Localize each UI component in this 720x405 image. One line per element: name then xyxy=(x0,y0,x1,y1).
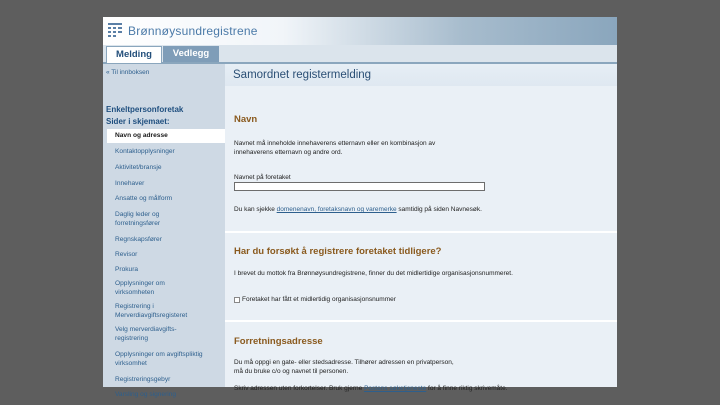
site-header xyxy=(103,17,617,45)
sidebar xyxy=(103,64,225,398)
sidebar-item-revisor[interactable]: Revisor xyxy=(115,251,138,258)
sidebar-item-regnskapsforer[interactable]: Regnskapsfører xyxy=(115,236,162,243)
sidebar-item-opplysninger-virksomheten[interactable] xyxy=(103,280,225,297)
sidebar-item-line: registrering xyxy=(115,334,148,342)
section-title-forretningsadresse: Forretningsadresse xyxy=(234,336,323,347)
adresse-hint xyxy=(234,384,604,393)
midlertidig-orgnr-checkbox[interactable] xyxy=(234,297,240,303)
navn-description-line: innehaverens etternavn og andre ord. xyxy=(234,149,343,156)
form-title-bar xyxy=(225,64,617,86)
adresse-description-line: må du bruke c/o og navnet til personen. xyxy=(234,368,349,375)
postens-soketjeneste-link[interactable]: Postens søketjeneste xyxy=(364,385,427,392)
sidebar-item-line: Registrering i xyxy=(115,303,154,310)
brreg-logo-icon xyxy=(108,23,122,37)
tab-bar xyxy=(103,45,617,64)
main-content xyxy=(225,64,617,392)
sidebar-item-line: Opplysninger om avgiftspliktig xyxy=(115,351,203,358)
navn-check-text xyxy=(234,205,604,214)
org-type-heading: Enkeltpersonforetak xyxy=(106,105,184,114)
adresse-description xyxy=(234,358,604,376)
midlertidig-orgnr-label: Foretaket har fått et midlertidig organisasjonsnummer xyxy=(242,296,396,303)
section-title-navn: Navn xyxy=(234,114,258,125)
adresse-description-line: Du må oppgi en gate- eller stedsadresse. Tilhører adressen en privatperson, xyxy=(234,359,454,366)
sidebar-item-navn-og-adresse[interactable]: Navn og adresse xyxy=(107,129,225,143)
section-forretningsadresse xyxy=(225,322,617,392)
sidebar-item-daglig-leder[interactable] xyxy=(103,211,225,228)
brand-name: Brønnøysundregistrene xyxy=(128,24,258,38)
sidebar-item-kontaktopplysninger[interactable]: Kontaktopplysninger xyxy=(115,148,175,155)
sidebar-item-avgiftspliktig[interactable] xyxy=(103,351,225,368)
sidebar-item-innehaver[interactable]: Innehaver xyxy=(115,180,145,187)
sidebar-item-ansatte[interactable]: Ansatte og målform xyxy=(115,195,173,202)
tab-melding[interactable]: Melding xyxy=(106,46,162,63)
sidebar-item-line: Velg merverdiavgifts- xyxy=(115,326,177,333)
navn-description-line: Navnet må inneholde innehaverens etternavn eller en kombinasjon av xyxy=(234,140,436,147)
foretaksnavn-input[interactable] xyxy=(234,182,485,191)
section-navn xyxy=(225,86,617,231)
sidebar-item-line: virksomhet xyxy=(115,359,147,367)
browser-frame xyxy=(103,17,617,398)
sidebar-item-prokura[interactable]: Prokura xyxy=(115,266,139,273)
section-tidligere xyxy=(225,233,617,320)
navn-description xyxy=(234,139,604,157)
tab-vedlegg[interactable]: Vedlegg xyxy=(163,46,219,62)
adresse-hint-pre: Skriv adressen uten forkortelser. Bruk gjerne xyxy=(234,385,365,392)
sidebar-item-registreringsgebyr[interactable]: Registreringsgebyr xyxy=(115,376,171,383)
pages-heading: Sider i skjemaet: xyxy=(106,117,170,126)
tidligere-description: I brevet du mottok fra Brønnøysundregistrene, finner du det midlertidige organisasjonsnummeret. xyxy=(234,270,513,277)
navn-check-post: samtidig på siden Navnesøk. xyxy=(396,206,482,213)
navn-field-label: Navnet på foretaket xyxy=(234,174,291,181)
navn-check-pre: Du kan sjekke xyxy=(234,206,277,213)
sidebar-item-velg-mva[interactable] xyxy=(103,326,225,343)
sidebar-item-line: virksomheten xyxy=(115,288,155,296)
sidebar-item-line: Opplysninger om xyxy=(115,280,165,287)
domain-name-search-link[interactable]: domenenavn, foretaksnavn og varemerke xyxy=(276,206,397,213)
sidebar-item-varsling[interactable]: Varsling og signering xyxy=(115,391,177,398)
page-title: Samordnet registermelding xyxy=(233,69,372,81)
adresse-hint-post: for å finne riktig skrivemåte. xyxy=(426,385,508,392)
sidebar-item-line: Merverdiavgiftsregisteret xyxy=(115,311,188,319)
back-to-inbox-link[interactable]: « Til innboksen xyxy=(106,69,150,76)
sidebar-item-mva-registeret[interactable] xyxy=(103,303,225,320)
sidebar-item-aktivitet[interactable]: Aktivitet/bransje xyxy=(115,164,162,171)
sidebar-item-line: Daglig leder og xyxy=(115,211,160,218)
section-title-tidligere: Har du forsøkt å registrere foretaket tidligere? xyxy=(234,246,442,257)
sidebar-item-line: forretningsfører xyxy=(115,219,161,227)
